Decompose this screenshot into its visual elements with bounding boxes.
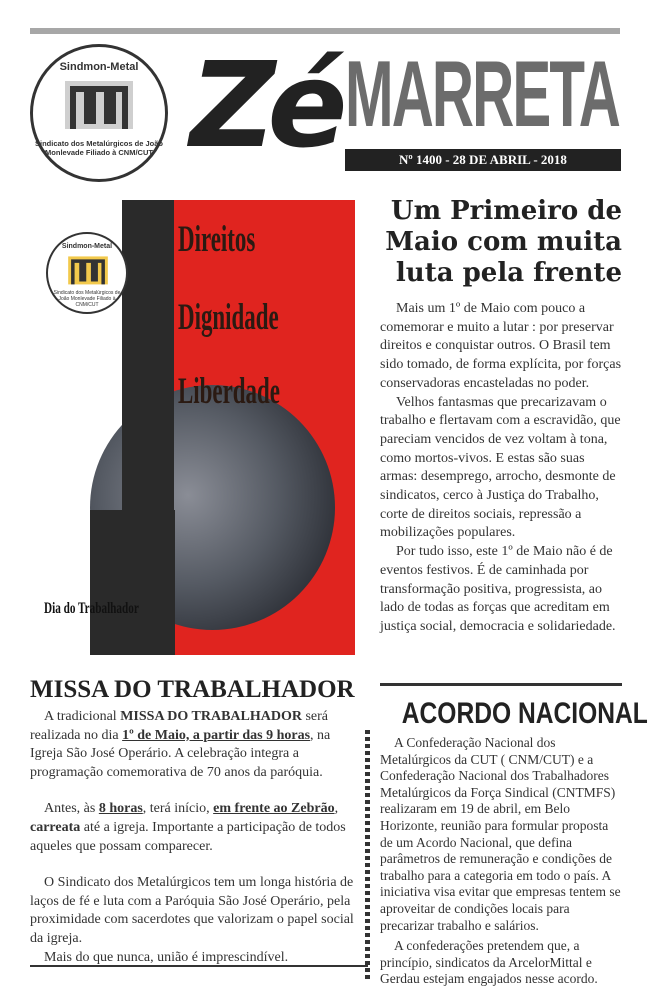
- missa-paragraph: Mais do que nunca, união é imprescindível.: [44, 949, 289, 965]
- article-main-body: [380, 300, 622, 637]
- article-main-paragraph: Mais um 1º de Maio com pouco a comemorar e muito a lutar : por preservar direitos e conquistar outros. O Brasil tem sido tomado, de forma explícita, por forças conservadoras encasteladas no poder.: [380, 301, 622, 391]
- missa-paragraph: A tradicional MISSA DO TRABALHADOR será realizada no dia 1º de Maio, a partir das 9 horas, na Igreja São José Operário. A celebração integra a programação comemorativa de 70 anos da paróquia.: [30, 709, 331, 780]
- poster-slogan-liberdade: Liberdade: [178, 371, 280, 412]
- poster-slogan-direitos: Direitos: [178, 219, 256, 260]
- poster-numeral-foot: [90, 510, 175, 655]
- logo-name: Sindmon-Metal: [59, 61, 139, 73]
- poster-slogan-dignidade: Dignidade: [178, 297, 279, 338]
- article-main-paragraph: Por tudo isso, este 1º de Maio não é de eventos festivos. É de caminhada por transformação positiva, progressista, ao lado de todas as forças que acreditam em justiça social, democracia e solidariedade.: [380, 544, 616, 634]
- poster-logo-name: Sindmon-Metal: [61, 243, 113, 250]
- acordo-paragraph: A confederações pretendem que, a princípio, sindicatos da ArcelorMittal e Gerdau estejam engajados nesse acordo.: [380, 938, 598, 987]
- may-day-poster: [30, 200, 355, 655]
- sindmon-logo: [30, 44, 168, 182]
- sm-monogram-icon: [63, 77, 135, 135]
- missa-bottom-rule: [30, 965, 368, 967]
- missa-paragraph: O Sindicato dos Metalúrgicos tem um longa história de laços de fé e luta com a Paróquia São José Operário, pela proximidade com sacerdotes que valorizam o papel social da igreja.: [30, 875, 354, 946]
- missa-title: MISSA DO TRABALHADOR: [30, 676, 355, 703]
- dotted-divider: [365, 730, 370, 980]
- acordo-paragraph: A Confederação Nacional dos Metalúrgicos da CUT ( CNM/CUT) e a Confederação Nacional dos Trabalhadores Metalúrgicos da Força Sindical (CNTMFS) realizaram em 19 de abril, em Belo Horizonte, reunião para formular proposta de um Acordo Nacional, que defina parâmetros de remuneração e condições de trabalho para a categoria em todo o país. A iniciativa visa evitar que empresas tentem se aproveitar de condições locais para precarizar trabalho e salários.: [380, 735, 621, 933]
- issue-bar: Nº 1400 - 28 DE ABRIL - 2018: [345, 149, 621, 171]
- poster-logo-subtitle: Sindicato dos Metalúrgicos de João Monlevade Filiado à CNM/CUT: [53, 290, 121, 308]
- acordo-title: ACORDO NACIONAL: [401, 697, 648, 730]
- masthead-title: MARRETA: [345, 41, 620, 146]
- poster-caption: Dia do Trabalhador: [44, 600, 139, 617]
- article-main-paragraph: Velhos fantasmas que precarizavam o trabalho e flertavam com a escravidão, que pareciam vencidos de vez voltam à tona, como mortos-vivos. E estas são suas armas: desemprego, arrocho, desmonte de sindicatos, cerco à Justiça do Trabalho, corte de direitos sociais, repressão a mobilizações populares.: [380, 394, 621, 541]
- missa-paragraph: Antes, às 8 horas, terá início, em frente ao Zebrão, carreata até a igreja. Importante a participação de todos aqueles que possam comparecer.: [30, 801, 346, 854]
- missa-body: [30, 708, 362, 967]
- poster-logo: [46, 232, 128, 314]
- acordo-top-rule: [380, 683, 622, 686]
- logo-subtitle: Sindicato dos Metalúrgicos de João Monlevade Filiado à CNM/CUT: [35, 139, 163, 157]
- masthead-ze: Zé: [190, 36, 340, 174]
- poster-monogram-icon: [67, 254, 109, 288]
- article-main-title: Um Primeiro de Maio com muita luta pela frente: [385, 196, 622, 288]
- acordo-body: [380, 735, 622, 988]
